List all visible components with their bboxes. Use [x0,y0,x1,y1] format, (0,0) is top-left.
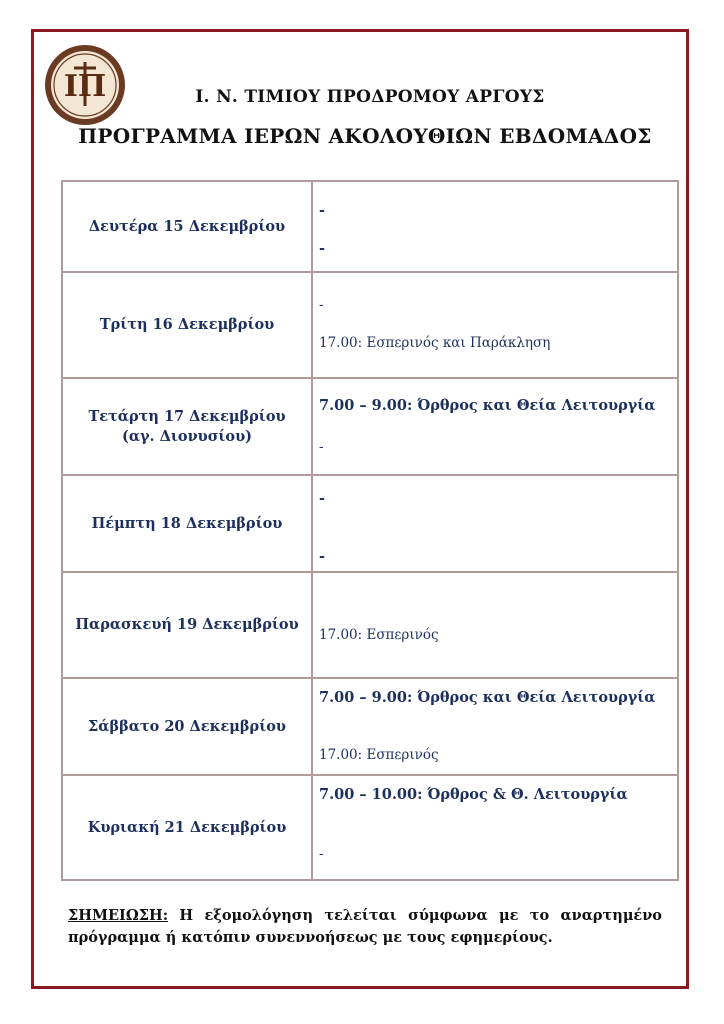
event-entry: 17.00: Εσπερινός και Παράκληση [319,335,551,351]
table-row [62,272,678,378]
day-cell [62,378,312,475]
day-label: Παρασκευή 19 Δεκεμβρίου [75,616,299,633]
event-entry: - [319,439,324,455]
table-row [62,572,678,678]
note-paragraph [68,905,662,949]
monogram-seal-icon [44,44,126,126]
event-entry: - [319,490,326,507]
schedule-heading: ΠΡΟΓΡΑΜΜΑ ΙΕΡΩΝ ΑΚΟΛΟΥΘΙΩΝ ΕΒΔΟΜΑΔΟΣ [78,124,652,148]
event-entry: - [319,297,324,313]
event-entry: - [319,240,326,257]
note-label: ΣΗΜΕΙΩΣΗ: [68,907,169,924]
events-cell [312,475,678,572]
day-cell [62,572,312,678]
event-entry: 7.00 – 10.00: Όρθρος & Θ. Λειτουργία [319,786,628,803]
day-cell [62,272,312,378]
svg-text:ΙΠ: ΙΠ [63,69,107,104]
event-entry: - [319,548,326,565]
event-entry: 7.00 – 9.00: Όρθρος και Θεία Λειτουργία [319,397,656,414]
table-row [62,678,678,775]
events-cell [312,678,678,775]
day-label: Σάββατο 20 Δεκεμβρίου [88,717,286,735]
event-entry: - [319,846,324,862]
event-entry: 17.00: Εσπερινός [319,747,439,763]
events-cell [312,572,678,678]
day-cell [62,678,312,775]
day-label: Κυριακή 21 Δεκεμβρίου [87,818,287,836]
church-title: Ι. Ν. ΤΙΜΙΟΥ ΠΡΟΔΡΟΜΟΥ ΑΡΓΟΥΣ [195,87,545,107]
event-entry: 7.00 – 9.00: Όρθρος και Θεία Λειτουργία [319,689,656,706]
table-row [62,378,678,475]
day-cell [62,181,312,272]
day-cell [62,775,312,880]
day-cell [62,475,312,572]
day-label: Τρίτη 16 Δεκεμβρίου [99,316,275,333]
day-sublabel: (αγ. Διονυσίου) [121,427,253,445]
events-cell [312,272,678,378]
day-label: Δευτέρα 15 Δεκεμβρίου [88,217,286,235]
event-entry: 17.00: Εσπερινός [319,627,439,643]
events-cell [312,378,678,475]
schedule-table [61,180,679,881]
events-cell [312,181,678,272]
day-label: Πέμπτη 18 Δεκεμβρίου [91,514,283,532]
note-text: Η εξομολόγηση τελείται σύμφωνα με το αναρτημένο πρόγραμμα ή κατόπιν συνεννοήσεως με τους εφημερίους. [68,907,662,946]
table-row [62,475,678,572]
event-entry: - [319,202,326,219]
table-row [62,181,678,272]
day-label: Τετάρτη 17 Δεκεμβρίου [88,407,286,425]
events-cell [312,775,678,880]
table-row [62,775,678,880]
